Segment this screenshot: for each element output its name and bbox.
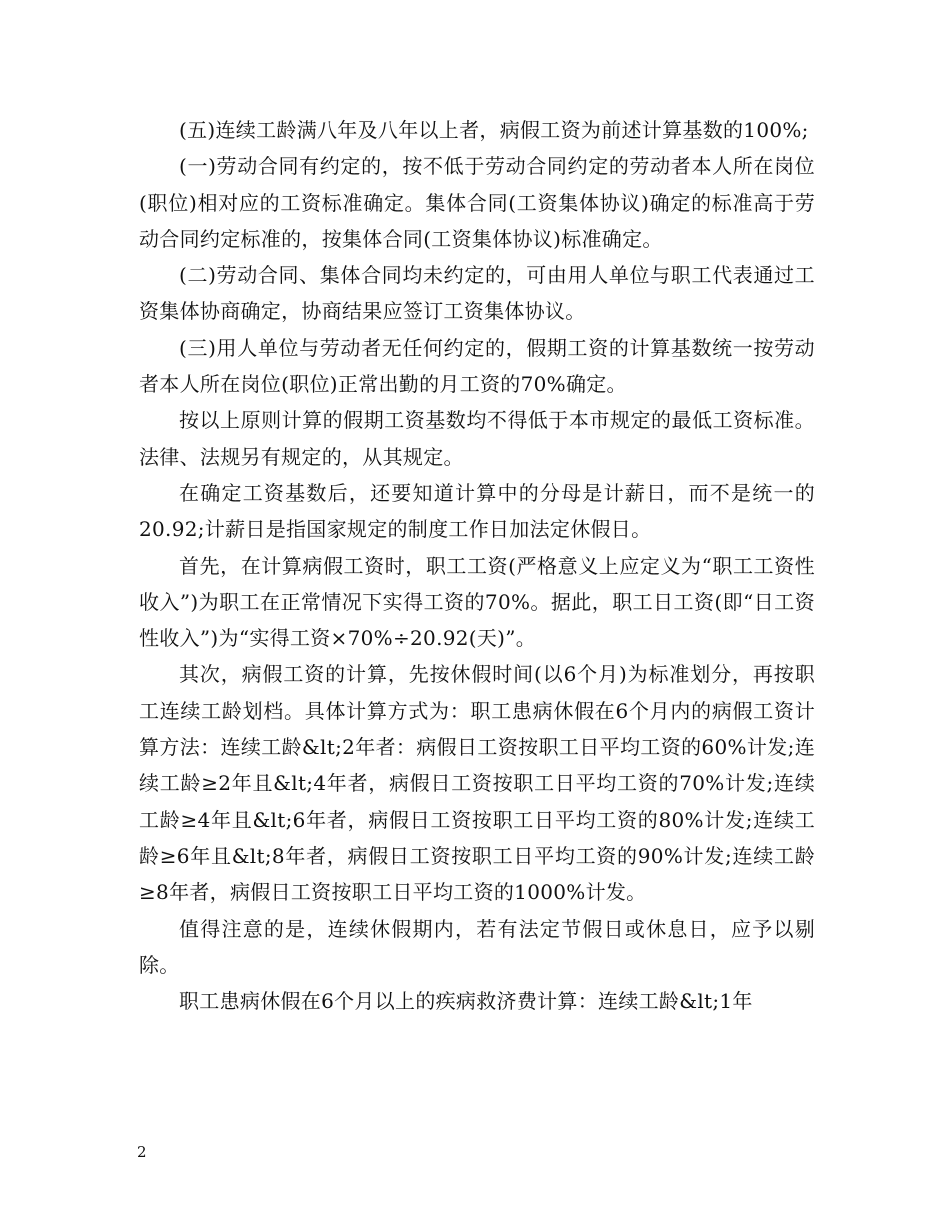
paragraph: 在确定工资基数后，还要知道计算中的分母是计薪日，而不是统一的20.92;计薪日是指国家规定的制度工作日加法定休假日。 bbox=[139, 480, 815, 542]
paragraph: 职工患病休假在6个月以上的疾病救济费计算：连续工龄&lt;1年 bbox=[179, 989, 753, 1014]
paragraph: 首先，在计算病假工资时，职工工资(严格意义上应定义为“职工工资性收入”)为职工在正常情况下实得工资的70%。据此，职工日工资(即“日工资性收入”)为“实得工资×70%÷20.92(天)”。 bbox=[139, 553, 815, 651]
paragraph: (二)劳动合同、集体合同均未约定的，可由用人单位与职工代表通过工资集体协商确定，协商结果应签订工资集体协议。 bbox=[139, 263, 815, 324]
paragraph: (三)用人单位与劳动者无任何约定的，假期工资的计算基数统一按劳动者本人所在岗位(职位)正常出勤的月工资的70%确定。 bbox=[139, 335, 815, 397]
paragraph: (一)劳动合同有约定的，按不低于劳动合同约定的劳动者本人所在岗位(职位)相对应的工资标准确定。集体合同(工资集体协议)确定的标准高于劳动合同约定标准的，按集体合同(工资集体协议)标准确定。 bbox=[139, 154, 815, 251]
paragraph: 其次，病假工资的计算，先按休假时间(以6个月)为标准划分，再按职工连续工龄划档。具体计算方式为：职工患病休假在6个月内的病假工资计算方法：连续工龄&lt;2年者：病假日工资按职工日平均工资的60%计发;连续工龄≥2年且&lt;4年者，病假日工资按职工日平均工资的70%计发;连续工龄≥4年且&lt;6年者，病假日工资按职工日平均工资的80%计发;连续工龄≥6年且&lt;8年者，病假日工资按职工日平均工资的90%计发;连续工龄≥8年者，病假日工资按职工日平均工资的1000%计发。 bbox=[139, 662, 815, 905]
paragraph: 值得注意的是，连续休假期内，若有法定节假日或休息日，应予以剔除。 bbox=[139, 916, 815, 977]
paragraph: 按以上原则计算的假期工资基数均不得低于本市规定的最低工资标准。法律、法规另有规定的，从其规定。 bbox=[139, 408, 815, 469]
page-number: 2 bbox=[137, 1143, 147, 1161]
document-body bbox=[139, 112, 815, 1019]
paragraph: (五)连续工龄满八年及八年以上者，病假工资为前述计算基数的100%; bbox=[179, 118, 809, 142]
